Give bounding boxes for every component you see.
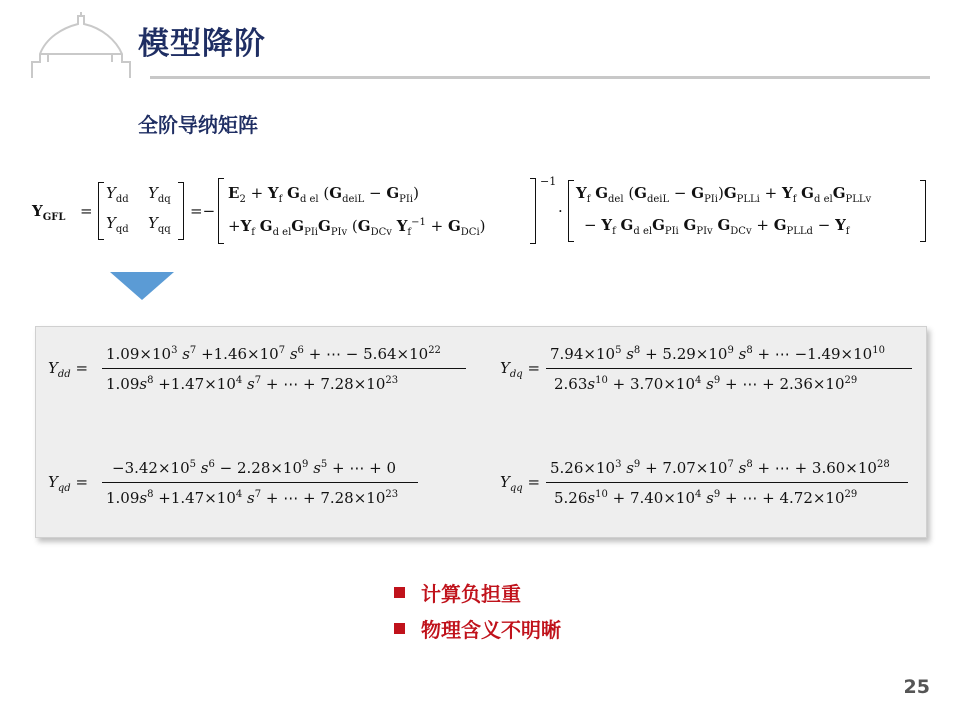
- matrix-bracket: [178, 182, 184, 240]
- bullet-text: 物理含义不明晰: [421, 617, 561, 642]
- section-subtitle: 全阶导纳矩阵: [138, 113, 258, 137]
- title-divider: [150, 76, 930, 79]
- university-dome-icon: [26, 8, 136, 80]
- matrix-bracket: [98, 182, 104, 240]
- matrix-bracket: [530, 178, 536, 244]
- page-number: 25: [903, 676, 930, 698]
- bullet-item: [394, 610, 561, 646]
- eq-equals: =: [80, 202, 93, 220]
- bullet-text: 计算负担重: [421, 581, 521, 606]
- matrix-bracket: [920, 180, 926, 242]
- issues-list: [394, 574, 561, 646]
- transfer-function-panel: $Y_{dd}$ = $1.09\times 10^3$ $s^7 +1.46\times 10^7$ $s^6$ + ⋯ − $5.64\times 10^{22}$ $1.09s^8 +1.47\times 10^4$ $s^7$ + ⋯ + $7.28\times 10^{23}$ $Y_{dq}$ = $7.94\times 10^5$ $s^8 + 5.29\times 10^9$ $s^8$ + ⋯ $-1.49\times 10^{10}$ $2.63s^{10} + 3.70\times 10^4$ $s^9$ + ⋯ + $2.36\times 10^{29}$ $Y_{qd}$ = $-3.42\times 10^5$ $s^6 - 2.28\times 10^9$ $s^5$ + ⋯ + 0 $1.09s^8 +1.47\times 10^4$ $s^7$ + ⋯ + $7.28\times 10^{23}$ $Y_{qq}$ = $5.26\times 10^3$ $s^9 + 7.07\times 10^7$ $s^8$ + ⋯ + $3.60\times 10^{28}$ $5.26s^{10} + 7.40\times 10^4$ $s^9$ + ⋯ + $4.72\times 10^{29}$: [35, 326, 927, 538]
- down-arrow-icon: [110, 272, 174, 300]
- bullet-square-icon: [394, 623, 405, 634]
- page-title: 模型降阶: [138, 26, 266, 62]
- matrix-bracket: [218, 178, 224, 244]
- bullet-square-icon: [394, 587, 405, 598]
- bullet-item: [394, 574, 561, 610]
- eq-lhs-symbol: $Y_{GFL}$: [32, 202, 66, 223]
- matrix-bracket: [568, 180, 574, 242]
- full-order-admittance-equation: $Y_{GFL}$ = $Y_{dd}$ $Y_{dq}$ $Y_{qd}$ $Y_{qq}$ =− $E_2 + Y_f$ $G_{d el}$ $(G_{deiL} - G_{PIi})$ $+Y_f$ $G_{d el}G_{PIi}G_{PIv}$ ($G_{DCv}$ $Y_f^{-1} + G_{DCi}$) −1 · $Y_f$ $G_{del}$ $(G_{deiL} - G_{PIi})G_{PLLi} + Y_f$ $G_{d el}G_{PLLv}$ − $Y_f$ $G_{d el}G_{PIi}$ $G_{PIv}$ $G_{DCv} + G_{PLLd} - Y_f$: [32, 178, 932, 244]
